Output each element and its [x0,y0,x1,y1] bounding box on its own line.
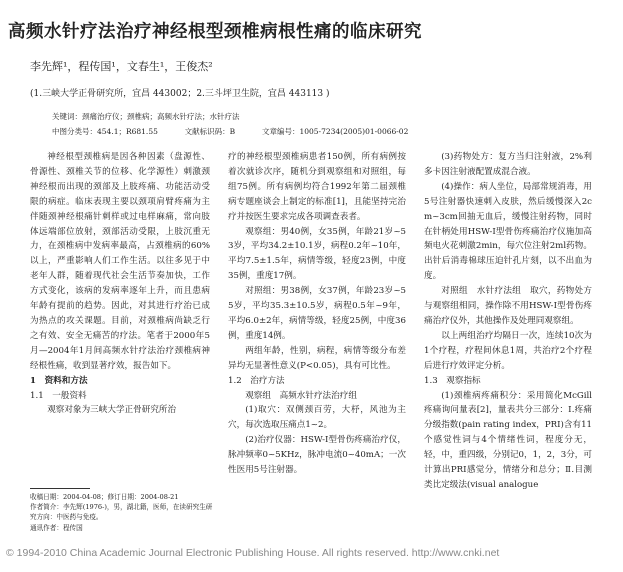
body-paragraph: 疗的神经根型颈椎病患者150例，所有病例按着次就诊次序，随机分到观察组和对照组，每组75例。所有病例均符合1992年第二届颈椎病专题座谈会上制定的标准[1]，且能坚持完治疗并按医生要求完成各项调查表者。 [228,152,406,222]
received-date: 收稿日期：2004-04-08；修订日期：2004-08-21 [30,493,179,501]
column-left [30,150,210,418]
column-right [424,150,592,493]
group-title: 观察组 高频水针疗法治疗组 [245,390,357,401]
footnote-divider [30,488,90,489]
body-paragraph: 观察组：男40例，女35例，年龄21岁~53岁，平均34.2±10.1岁，病程0.2年~10年，平均7.5±1.5年，病情等级，轻度23例，中度35例，重度17例。 [228,226,406,282]
body-paragraph: 以上两组治疗均隔日一次，连续10次为1个疗程，疗程间休息1周，共治疗2个疗程后进行疗效评定分析。 [424,330,592,371]
section-heading: 1 资料和方法 [30,375,88,386]
article-title: 高频水针疗法治疗神经根型颈椎病根性痛的临床研究 [8,22,422,42]
list-item: (1)颈椎病疼痛积分：采用简化McGill疼痛询问量表[2]，量表共分三部分：Ⅰ.疼痛分级指数(pain rating index，PRI)含有11个感觉性词与4个情绪性词，程度分无，轻，中，重四级，分别记0，1，2，3分，可计算出PRI感觉分，情绪分和总分；Ⅱ.目测类比定级法(visual analogue [424,390,593,490]
document-code: 文献标识码：B [184,127,236,136]
body-paragraph: 观察对象为三峡大学正骨研究所治 [47,405,177,416]
corresponding-author: 通讯作者：程传国 [30,523,83,532]
footnote [30,492,216,533]
body-paragraph: 对照组：男38例，女37例，年龄23岁~55岁，平均35.3±10.5岁，病程0.5年~9年，平均6.0±2年，病情等级，轻度25例，中度36例，重度14例。 [228,286,406,341]
subsection-heading: 1.3 观察指标 [424,375,481,386]
classification-info [52,126,408,137]
list-item: (1)取穴：双侧颈百劳，大杼，风池为主穴，每次选取压痛点1~2。 [228,405,406,431]
list-item: (2)治疗仪器：HSW-Ⅰ型骨伤疼痛治疗仪，脉冲频率0~5KHz，脉冲电流0~40mA；一次性医用5号注射器。 [228,435,406,476]
clc-number: 中图分类号：454.1；R681.55 [52,127,158,136]
affiliation: (1.三峡大学正骨研究所，宜昌 443002；2.三斗坪卫生院，宜昌 443113 ) [30,89,330,99]
keywords: 关键词：颈痛治疗仪；颈椎病；高频水针疗法；水针疗法 [52,112,240,121]
body-paragraph: 两组年龄，性别，病程，病情等级分布差异均无显著性意义(P<0.05)，具有可比性。 [228,345,406,371]
author-bio: 作者简介：李先辉(1976-)，男，湖北籍，医师，在读研究生研究方向：中医药与免疫。 [30,503,213,522]
list-item: (3)药物处方：复方当归注射液，2%利多卡因注射液配置成混合液。 [424,152,592,177]
author-list: 李先辉¹，程传国¹，文春生¹，王俊杰² [30,60,213,73]
subsection-heading: 1.1 一般资料 [30,390,87,401]
article-number: 文章编号：1005-7234(2005)01-0066-02 [261,127,409,136]
body-paragraph: 对照组 水针疗法组 取穴，药物处方与观察组相同，操作除不用HSW-Ⅰ型骨伤疼痛治疗仪外，其他操作及处理同观察组。 [424,286,592,326]
subsection-heading: 1.2 治疗方法 [228,375,285,386]
copyright-notice: © 1994-2010 China Academic Journal Electronic Publishing House. All rights reserved. http://www.cnki.net [6,547,500,559]
intro-paragraph: 神经根型颈椎病是因各种因素（盘源性、骨源性、颈椎关节的位移、化学源性）刺激颈神经根而出现的颈部及上肢疼痛、功能活动受限的病症。临床表现主要以颈项肩臂疼痛为主伴随颈神经根痛针刺样或过电样麻痛，常向肢体远端部位放射，颈部活动受限，上肢沉重无力，在颈椎病中发病率最高，占颈椎病的60%以上，严重影响人们工作生活。以往多见于中老年人群，随着现代社会生活节奏加快，工作方式变化，该病的发病率逐年上升，而且患病年龄有提前的趋势。因此，对其进行疗治已成为热点的攻关课题。目前，对颈椎病尚缺乏行之有效、安全无痛苦的疗法。笔者于2000年5月—2004年1月间高频水针疗法治疗颈椎病神经根性痛，收到显著疗效，报告如下。 [30,152,210,371]
list-item: (4)操作：病人坐位，局部常规消毒，用5号注射器快速刺入皮肤，然后缓慢深入2cm~3cm回抽无血后，缓慢注射药物，同时在针柄处用HSW-Ⅰ型骨伤疼痛治疗仪施加高频电火花刺激2min，每穴位注射2ml药物。出针后消毒棉球压迫针孔片刻，以不出血为度。 [424,181,592,282]
column-middle [228,150,406,478]
